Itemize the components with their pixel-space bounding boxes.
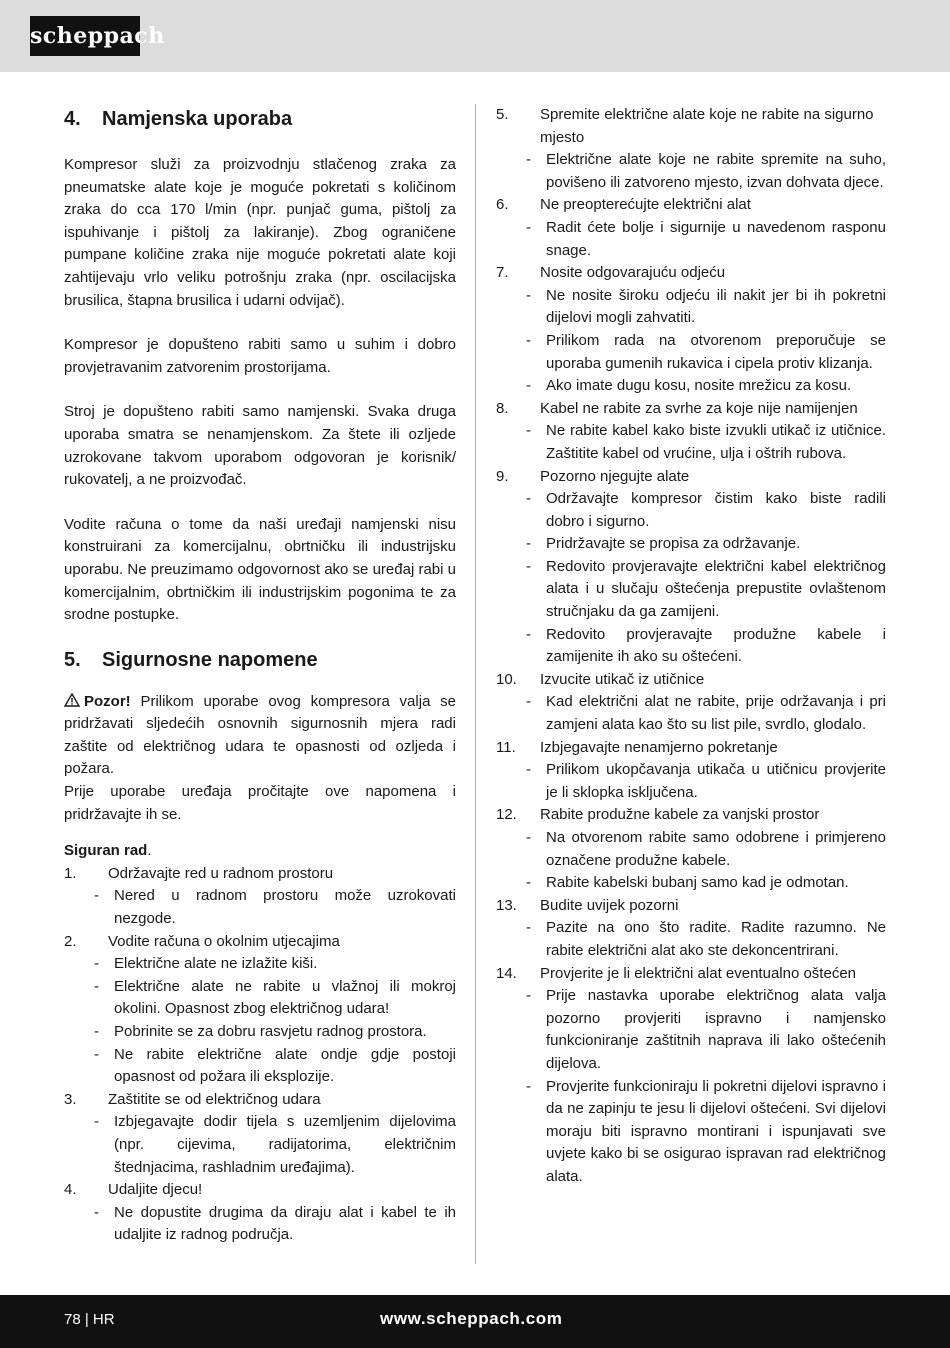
list-subitem (496, 759, 886, 804)
list-item-number: 10. (496, 670, 517, 688)
website-link[interactable]: www.scheppach.com (380, 1309, 563, 1328)
list-subitem-text: Ne rabite kabel kako biste izvukli utikač iz utičnice. Zaštitite kabel od vrućine, ulja i oštrih rubova. (546, 422, 886, 462)
list-item (496, 669, 886, 692)
dash-bullet: - (526, 987, 531, 1005)
list-item (496, 194, 886, 217)
list-item (64, 1089, 456, 1112)
list-subitem (64, 1111, 456, 1179)
scheppach-logo: scheppach (30, 16, 140, 56)
list-item (64, 863, 456, 886)
paragraph-dry-rooms: Kompresor je dopušteno rabiti samo u suhim i dobro provjetravanim zatvorenim prostorijama. (64, 336, 456, 376)
list-subitem (64, 976, 456, 1021)
list-item (496, 104, 886, 149)
list-subitem-text: Redovito provjeravajte produžne kabele i zamijenite ih ako su oštećeni. (546, 625, 886, 666)
list-item-title: Udaljite djecu! (108, 1181, 203, 1199)
paragraph-intended-use: Kompresor služi za proizvodnju stlačenog zraka za pneumatske alate koje je moguće pokretati s količinom zraka do cca 170 l/min (npr. punjač guma, pištolj za ispuhivanje i pištolj za lakiranje). Zbog ograničene pumpane količine zraka nije moguće pokretati alate koji zahtijevaju vrlo veliku potrošnju zraka (npr. oscilacijska brusilica, štapna brusilica i udarni odvijač). (64, 156, 456, 309)
dash-bullet: - (526, 377, 531, 395)
right-column (496, 104, 886, 1189)
list-item-title: Pozorno njegujte alate (540, 467, 690, 485)
list-item-title: Održavajte red u radnom prostoru (108, 864, 334, 882)
list-subitem-text: Ako imate dugu kosu, nosite mrežicu za kosu. (546, 377, 852, 395)
dash-bullet: - (526, 557, 531, 575)
list-subitem (496, 217, 886, 262)
list-subitem (496, 917, 886, 962)
list-subitem-text: Na otvorenom rabite samo odobrene i primjereno označene produžne kabele. (546, 829, 886, 869)
list-item (496, 963, 886, 986)
paragraph-commercial-use: Vodite računa o tome da naši uređaji namjenski nisu konstruirani za komercijalnu, obrtničku ili industrijsku uporabu. Ne preuzimamo odgovornost ako se uređaj rabi u komercijalnim, obrtničkim ili industrijskim pogonima te za srodne postupke. (64, 515, 456, 624)
list-subitem-text: Izbjegavajte dodir tijela s uzemljenim dijelovima (npr. cijevima, radijatorima, električnim štednjacima, rashladnim uređajima). (114, 1113, 456, 1176)
dash-bullet: - (526, 535, 531, 553)
list-item-title: Rabite produžne kabele za vanjski prostor (540, 806, 820, 824)
list-subitem (64, 1021, 456, 1044)
dash-bullet: - (526, 151, 531, 169)
left-column (64, 104, 456, 1247)
warning-paragraph (64, 691, 456, 781)
dash-bullet: - (526, 422, 531, 440)
list-item-title: Zaštitite se od električnog udara (108, 1090, 321, 1108)
dash-bullet: - (526, 218, 531, 236)
dash-bullet: - (526, 829, 531, 846)
list-subitem-text: Pridržavajte se propisa za održavanje. (546, 535, 801, 553)
dash-bullet: - (526, 625, 531, 643)
list-subitem-text: Pobrinite se za dobru rasvjetu radnog prostora. (114, 1023, 427, 1040)
list-item-title: Budite uvijek pozorni (540, 896, 679, 914)
dash-bullet: - (94, 955, 99, 973)
list-subitem-text: Ne rabite električne alate ondje gdje postoji opasnost od požara ili eksplozije. (114, 1045, 456, 1086)
dash-bullet: - (526, 761, 531, 779)
list-subitem (496, 691, 886, 736)
list-item-number: 4. (64, 1181, 77, 1199)
list-subitem-text: Električne alate ne rabite u vlažnoj ili mokroj okolini. Opasnost zbog električnog udara! (114, 977, 456, 1018)
section-4-heading: 4. Namjenska uporaba (64, 108, 293, 130)
list-subitem (496, 827, 886, 872)
dash-bullet: - (94, 1203, 99, 1221)
list-item (496, 737, 886, 760)
list-subitem (64, 1044, 456, 1089)
dash-bullet: - (526, 1077, 531, 1095)
list-item-number: 1. (64, 864, 77, 882)
list-subitem-text: Održavajte kompresor čistim kako biste radili dobro i sigurno. (546, 490, 886, 530)
list-subitem (496, 556, 886, 624)
list-item-title: Provjerite je li električni alat eventualno oštećen (540, 964, 857, 982)
list-item (496, 804, 886, 827)
list-subitem (496, 624, 886, 669)
page-number: 78 | HR (64, 1311, 115, 1328)
list-item (496, 466, 886, 489)
dash-bullet: - (94, 1023, 99, 1040)
list-item (496, 895, 886, 918)
list-item-title: Vodite računa o okolnim utjecajima (108, 932, 340, 950)
header-bar (0, 0, 950, 72)
list-subitem-text: Električne alate koje ne rabite spremite na suho, povišeno ili zatvoreno mjesto, izvan dohvata djece. (546, 151, 886, 191)
dash-bullet: - (526, 490, 531, 508)
list-item (496, 398, 886, 421)
dash-bullet: - (94, 1045, 99, 1063)
list-item-title: Nosite odgovarajuću odjeću (540, 264, 726, 282)
list-subitem (496, 375, 886, 398)
list-subitem-text: Prilikom ukopčavanja utikača u utičnicu provjerite je li sklopka isključena. (546, 761, 886, 801)
paragraph-proper-use: Stroj je dopušteno rabiti samo namjenski. Svaka druga uporaba smatra se nenamjenskom. Za štete ili ozljede uzrokovane takvom uporabom odgovoran je korisnik/ rukovatelj, a ne proizvođač. (64, 403, 456, 489)
list-item-number: 14. (496, 964, 517, 982)
section-5-heading: 5. Sigurnosne napomene (64, 648, 318, 671)
list-subitem-text: Radit ćete bolje i sigurnije u navedenom rasponu snage. (546, 218, 886, 259)
left-safety-list (64, 863, 456, 1247)
list-subitem (496, 149, 886, 194)
list-subitem-text: Ne nosite široku odjeću ili nakit jer bi ih pokretni dijelovi mogli zahvatiti. (546, 286, 886, 327)
list-item-title: Kabel ne rabite za svrhe za koje nije namijenjen (540, 399, 858, 417)
safe-work-heading: Siguran rad. (64, 842, 152, 860)
dash-bullet: - (94, 887, 99, 905)
dash-bullet: - (526, 693, 531, 711)
list-item (64, 931, 456, 954)
list-subitem (496, 533, 886, 556)
list-subitem (496, 285, 886, 330)
list-subitem-text: Prilikom rada na otvorenom preporučuje se uporaba gumenih rukavica i cipela protiv klizanja. (546, 331, 886, 372)
list-item (496, 262, 886, 285)
list-item-number: 11. (496, 738, 516, 756)
list-subitem-text: Redovito provjeravajte električni kabel električnog alata i u slučaju oštećenja prepustite ovlaštenom stručnjaku da ga zamijeni. (546, 557, 886, 621)
list-subitem-text: Prije nastavka uporabe električnog alata valja pozorno provjeriti ispravno i namjensko funkcioniranje zaštitnih naprava ili lako oštećenih dijelova. (546, 987, 886, 1072)
list-item-number: 3. (64, 1090, 77, 1108)
dash-bullet: - (526, 286, 531, 304)
list-item-number: 2. (64, 932, 77, 950)
footer-bar (0, 1295, 950, 1348)
list-item-title: Izbjegavajte nenamjerno pokretanje (540, 738, 778, 756)
read-instructions-text: Prije uporabe uređaja pročitajte ove napomena i pridržavajte ih se. (64, 783, 456, 823)
list-item (64, 1179, 456, 1202)
list-subitem (496, 488, 886, 533)
list-subitem-text: Ne dopustite drugima da diraju alat i kabel te ih udaljite iz radnog područja. (114, 1203, 456, 1244)
list-subitem (496, 985, 886, 1075)
list-subitem (64, 1202, 456, 1247)
dash-bullet: - (526, 331, 531, 349)
list-subitem-text: Električne alate ne izlažite kiši. (114, 955, 318, 973)
warning-label: Pozor! (84, 692, 131, 710)
list-item-number: 9. (496, 467, 509, 485)
column-divider (475, 104, 476, 1264)
dash-bullet: - (526, 874, 531, 892)
list-subitem (496, 1076, 886, 1189)
list-subitem-text: Rabite kabelski bubanj samo kad je odmotan. (546, 874, 849, 892)
dash-bullet: - (526, 919, 531, 937)
list-item-title: Izvucite utikač iz utičnice (540, 670, 705, 688)
list-subitem (64, 953, 456, 976)
warning-text: Prilikom uporabe ovog kompresora valja se pridržavati sljedećih osnovnih sigurnosnih mjera radi zaštite od električnog udara te opasnosti od ozljeda i požara. (64, 692, 457, 778)
list-subitem (496, 330, 886, 375)
list-subitem-text: Provjerite funkcioniraju li pokretni dijelovi ispravno i da ne zapinju te jesu li dijelovi oštećeni. Svi dijelovi moraju biti ispravno montirani i ispunjavati sve uvjete kako bi se osigurao ispravan rad električnog alata. (546, 1077, 886, 1185)
list-subitem-text: Kad električni alat ne rabite, prije održavanja i pri zamjeni alata kao što su list pile, svrdlo, glodalo. (546, 693, 886, 734)
warning-triangle-icon (64, 692, 80, 706)
list-item-title: Ne preopterećujte električni alat (540, 196, 751, 214)
list-subitem (64, 885, 456, 930)
list-subitem (496, 420, 886, 465)
list-item-title: Spremite električne alate koje ne rabite na sigurno mjesto (540, 106, 874, 146)
dash-bullet: - (94, 1113, 99, 1131)
list-item-number: 7. (496, 264, 509, 282)
list-subitem-text: Nered u radnom prostoru može uzrokovati nezgode. (114, 887, 456, 928)
list-item-number: 6. (496, 196, 509, 214)
dash-bullet: - (94, 977, 99, 995)
list-subitem (496, 872, 886, 895)
list-subitem-text: Pazite na ono što radite. Radite razumno. Ne rabite električni alat ako ste dekoncentrirani. (546, 919, 886, 959)
list-item-number: 5. (496, 106, 509, 123)
list-item-number: 8. (496, 399, 509, 417)
list-item-number: 12. (496, 806, 517, 824)
list-item-number: 13. (496, 896, 517, 914)
right-safety-list (496, 104, 886, 1189)
